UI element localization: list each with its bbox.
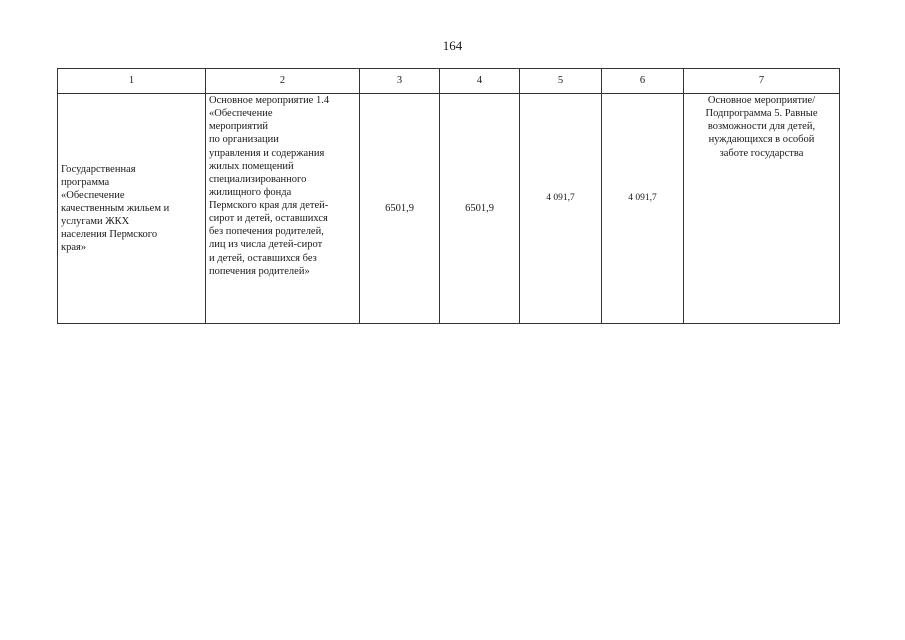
program-table: [57, 68, 840, 324]
column-header-4: 4: [440, 69, 520, 94]
column-header-2: 2: [206, 69, 360, 94]
subprogram-name: Основное мероприятие/ Подпрограмма 5. Равные возможности для детей, нуждающихся в особой заботе государства: [705, 95, 818, 159]
program-name: Государственная программа «Обеспечение качественным жильем и услугами ЖКХ населения Пермского края»: [61, 163, 170, 254]
program-cell: [58, 94, 206, 324]
column-header-7: 7: [684, 69, 840, 94]
event-description: Основное мероприятие 1.4 «Обеспечение мероприятий по организации управления и содержания жилых помещений специализированного жилищного фонда Пермского края для детей- сирот и детей, оставшихся без попечения родителей, лиц из числа детей-сирот и детей, оставшихся без попечения родителей»: [209, 95, 330, 277]
subprogram-cell: [684, 94, 840, 324]
value-cell-3: [360, 94, 440, 324]
value-6: 4 091,7: [628, 192, 657, 203]
value-cell-4: [440, 94, 520, 324]
column-header-5: 5: [520, 69, 602, 94]
table-header-row: [58, 69, 840, 94]
event-cell: [206, 94, 360, 324]
column-header-3: 3: [360, 69, 440, 94]
value-5: 4 091,7: [546, 192, 575, 203]
value-cell-6: [602, 94, 684, 324]
value-4: 6501,9: [465, 202, 494, 214]
value-cell-5: [520, 94, 602, 324]
table-row: [58, 94, 840, 324]
page-number: 164: [442, 38, 463, 53]
value-3: 6501,9: [385, 202, 414, 214]
column-header-1: 1: [58, 69, 206, 94]
column-header-6: 6: [602, 69, 684, 94]
